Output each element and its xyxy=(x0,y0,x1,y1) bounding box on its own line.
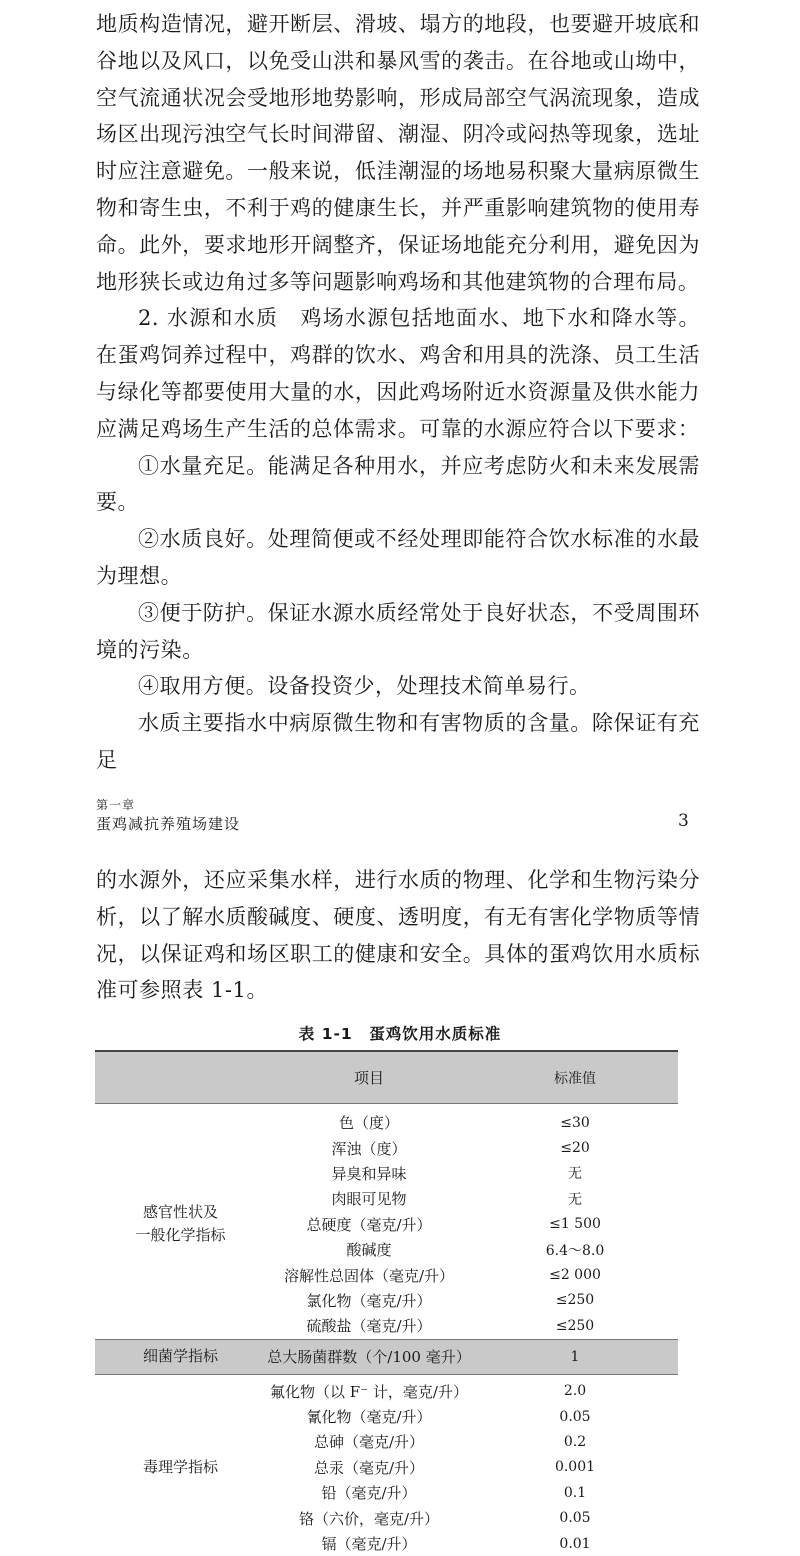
group-bacteriological xyxy=(95,1339,678,1374)
requirement-protection: ③便于防护。保证水源水质经常处于良好状态，不受周围环境的污染。 xyxy=(96,600,700,662)
standard-cell: ≤1 500 xyxy=(549,1216,601,1233)
standard-cell: 0.01 xyxy=(559,1535,591,1552)
item-cell: 铬（六价，毫克/升） xyxy=(298,1509,440,1528)
standard-cell: 0.05 xyxy=(559,1510,591,1527)
water-quality-table xyxy=(95,1050,678,1556)
category-cell: 毒理学指标 xyxy=(142,1457,218,1476)
standard-cell: ≤2 000 xyxy=(549,1267,601,1284)
requirement-quantity: ①水量充足。能满足各种用水，并应考虑防火和未来发展需要。 xyxy=(96,453,700,515)
page-number: 3 xyxy=(678,811,689,831)
item-cell: 总硬度（毫克/升） xyxy=(306,1215,432,1234)
paragraph-continuation: 的水源外，还应采集水样，进行水质的物理、化学和生物污染分析，以了解水质酸碱度、硬度、透明度，有无有害化学物质等情况，以保证鸡和场区职工的健康和安全。具体的蛋鸡饮用水质标准可参照表 1-1。 xyxy=(96,868,700,1003)
item-cell: 浑浊（度） xyxy=(331,1139,407,1158)
standard-cell: ≤30 xyxy=(560,1114,590,1131)
item-cell: 总砷（毫克/升） xyxy=(313,1433,425,1452)
standard-cell: ≤20 xyxy=(560,1140,590,1157)
item-cell: 酸碱度 xyxy=(346,1241,392,1260)
standard-cell: 2.0 xyxy=(563,1383,587,1400)
requirement-quality: ②水质良好。处理简便或不经处理即能符合饮水标准的水最为理想。 xyxy=(96,527,700,588)
table-row xyxy=(95,1374,678,1404)
bottom-text-block xyxy=(96,862,700,1009)
item-cell: 氯化物（毫克/升） xyxy=(306,1291,432,1310)
item-cell: 镉（毫克/升） xyxy=(321,1535,417,1554)
table-header-row xyxy=(95,1051,678,1104)
category-cell: 细菌学指标 xyxy=(95,1339,266,1374)
table-row xyxy=(95,1104,678,1136)
category-label: 感官性状及 一般化学指标 xyxy=(135,1203,226,1245)
paragraph-water-source: 2. 水源和水质 鸡场水源包括地面水、地下水和降水等。在蛋鸡饲养过程中，鸡群的饮水、鸡舍和用具的洗涤、员工生活与绿化等都要使用大量的水，因此鸡场附近水资源量及供水能力应满足鸡场生产生活的总体需求。可靠的水源应符合以下要求： xyxy=(96,306,700,441)
category-cell xyxy=(95,1104,266,1340)
standard-cell: ≤250 xyxy=(555,1317,595,1334)
standard-cell: 0.2 xyxy=(563,1433,587,1450)
standard-cell: 无 xyxy=(568,1166,582,1183)
group-sensory-chemical xyxy=(95,1104,678,1340)
paragraph-water-quality: 水质主要指水中病原微生物和有害物质的含量。除保证有充足 xyxy=(96,711,700,772)
standard-cell: 1 xyxy=(472,1339,678,1374)
paragraph-terrain: 地质构造情况，避开断层、滑坡、塌方的地段，也要避开坡底和谷地以及风口，以免受山洪和暴风雪的袭击。在谷地或山坳中，空气流通状况会受地形地势影响，形成局部空气涡流现象，造成场区出现污浊空气长时间滞留、潮湿、阴冷或闷热等现象，选址时应注意避免。一般来说，低洼潮湿的场地易积聚大量病原微生物和寄生虫，不利于鸡的健康生长，并严重影响建筑物的使用寿命。此外，要求地形开阔整齐，保证场地能充分利用，避免因为地形狭长或边角过多等问题影响鸡场和其他建筑物的合理布局。 xyxy=(96,12,700,294)
table-row xyxy=(95,1339,678,1374)
item-cell: 异臭和异味 xyxy=(331,1164,407,1183)
item-cell: 总汞（毫克/升） xyxy=(313,1458,425,1477)
top-text-block xyxy=(96,6,700,779)
header-standard: 标准值 xyxy=(472,1051,678,1104)
group-toxicological xyxy=(95,1374,678,1556)
item-cell: 铅（毫克/升） xyxy=(321,1484,417,1503)
header-chapter: 第一章 xyxy=(96,798,136,812)
standard-cell: 6.4～8.0 xyxy=(545,1242,605,1259)
standard-cell: ≤250 xyxy=(555,1292,595,1309)
item-cell: 色（度） xyxy=(338,1114,399,1133)
standard-cell: 0.001 xyxy=(554,1459,596,1476)
standard-cell: 0.1 xyxy=(563,1484,587,1501)
table-caption: 表 1-1 蛋鸡饮用水质标准 xyxy=(298,1025,502,1043)
header-book-title: 蛋鸡减抗养殖场建设 xyxy=(96,815,241,833)
item-cell: 总大肠菌群数（个/100 毫升） xyxy=(266,1339,472,1374)
standard-cell: 0.05 xyxy=(559,1408,591,1425)
standard-cell: 无 xyxy=(568,1191,582,1208)
item-cell: 肉眼可见物 xyxy=(331,1190,407,1209)
requirement-access: ④取用方便。设备投资少，处理技术简单易行。 xyxy=(138,674,591,699)
item-cell: 硫酸盐（毫克/升） xyxy=(306,1317,432,1336)
item-cell: 氰化物（毫克/升） xyxy=(306,1408,432,1427)
item-cell: 氟化物（以 F⁻ 计，毫克/升） xyxy=(270,1382,468,1401)
header-item: 项目 xyxy=(266,1051,472,1104)
item-cell: 溶解性总固体（毫克/升） xyxy=(283,1266,455,1285)
header-category xyxy=(95,1051,266,1104)
